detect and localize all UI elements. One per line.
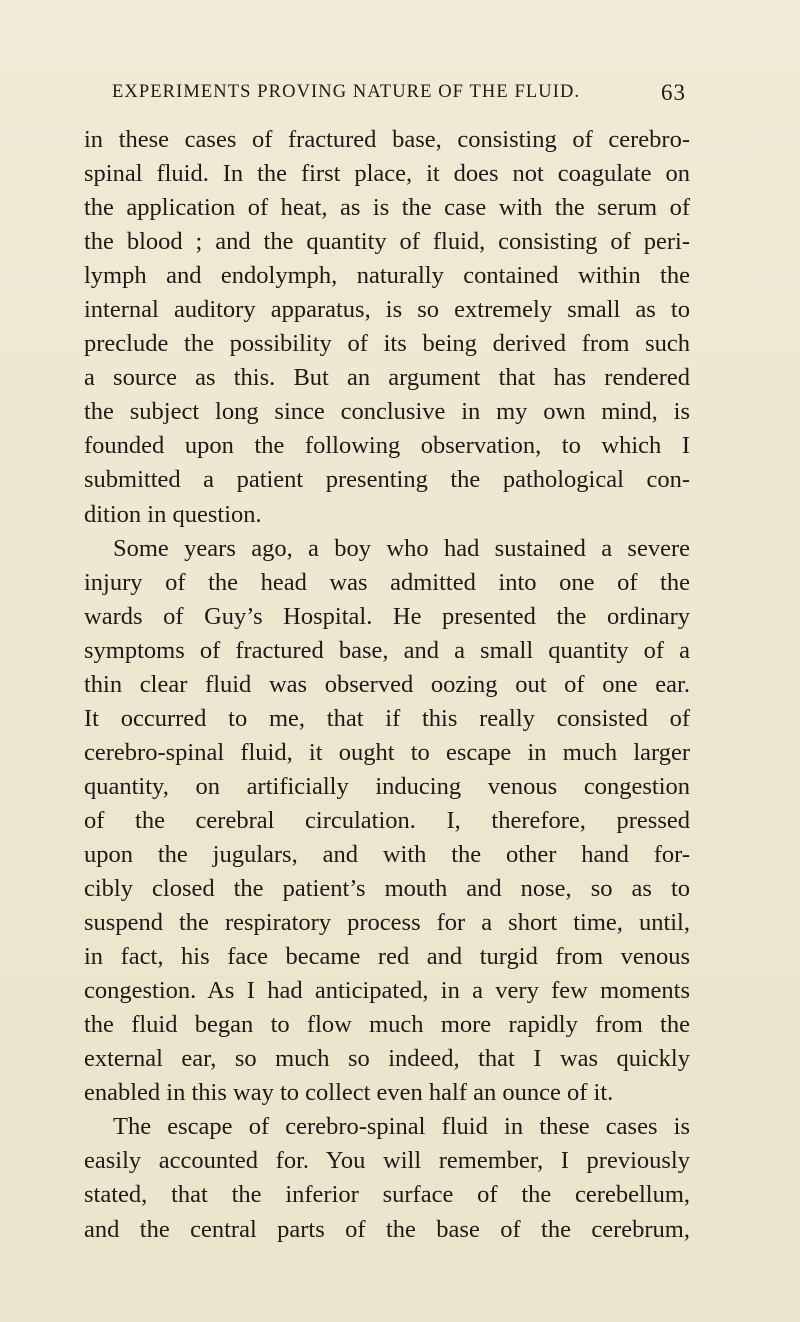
text-line: the fluid began to flow much more rapidly from the	[84, 1011, 690, 1039]
text-line: a source as this. But an argument that has rendered	[84, 364, 690, 392]
text-line: and the central parts of the base of the cerebrum,	[84, 1215, 690, 1243]
text-line: stated, that the inferior surface of the cerebellum,	[84, 1181, 690, 1209]
text-line: spinal fluid. In the first place, it does not coagulate on	[84, 160, 690, 188]
text-line: wards of Guy’s Hospital. He presented the ordinary	[84, 602, 690, 630]
text-line: cibly closed the patient’s mouth and nose, so as to	[84, 875, 690, 903]
body-text	[84, 123, 690, 1247]
text-line: The escape of cerebro-spinal fluid in these cases is	[113, 1113, 690, 1141]
text-line: easily accounted for. You will remember, I previously	[84, 1147, 690, 1175]
text-line: cerebro-spinal fluid, it ought to escape in much larger	[84, 738, 690, 766]
text-line: preclude the possibility of its being derived from such	[84, 330, 690, 358]
text-line: lymph and endolymph, naturally contained within the	[84, 262, 690, 290]
text-line: submitted a patient presenting the pathological con-	[84, 466, 690, 494]
text-line: upon the jugulars, and with the other hand for-	[84, 840, 690, 868]
text-line: dition in question.	[84, 500, 262, 528]
text-line: the application of heat, as is the case with the serum of	[84, 194, 690, 222]
text-line: symptoms of fractured base, and a small quantity of a	[84, 636, 690, 664]
text-line: in fact, his face became red and turgid from venous	[84, 943, 690, 971]
text-line: internal auditory apparatus, is so extremely small as to	[84, 296, 690, 324]
text-line: injury of the head was admitted into one of the	[84, 568, 690, 596]
text-line: in these cases of fractured base, consisting of cerebro-	[84, 126, 690, 153]
text-line: thin clear fluid was observed oozing out of one ear.	[84, 670, 690, 698]
text-line: quantity, on artificially inducing venous congestion	[84, 772, 690, 800]
running-title: EXPERIMENTS PROVING NATURE OF THE FLUID.	[112, 82, 581, 102]
text-line: congestion. As I had anticipated, in a very few moments	[84, 977, 690, 1005]
text-line: external ear, so much so indeed, that I was quickly	[84, 1045, 690, 1073]
text-line: of the cerebral circulation. I, therefore, pressed	[84, 806, 690, 834]
running-head	[112, 82, 686, 108]
text-line: suspend the respiratory process for a short time, until,	[84, 909, 690, 937]
text-line: the subject long since conclusive in my own mind, is	[84, 398, 690, 426]
text-line: It occurred to me, that if this really consisted of	[84, 704, 690, 732]
text-line: Some years ago, a boy who had sustained a severe	[113, 534, 690, 562]
text-line: the blood ; and the quantity of fluid, consisting of peri-	[84, 228, 690, 256]
text-line: founded upon the following observation, to which I	[84, 432, 690, 460]
page-number: 63	[661, 80, 686, 105]
text-line: enabled in this way to collect even half an ounce of it.	[84, 1079, 614, 1107]
